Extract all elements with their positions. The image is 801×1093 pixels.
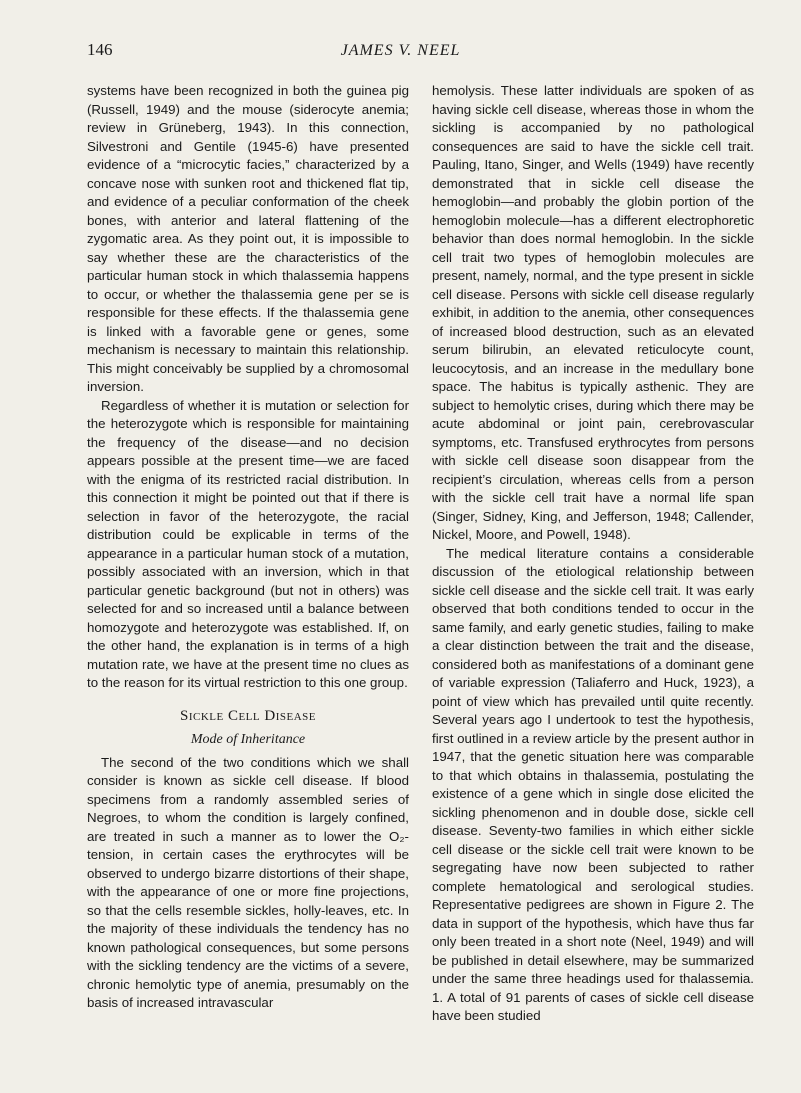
running-head: JAMES V. NEEL bbox=[340, 42, 461, 59]
left-column bbox=[87, 82, 409, 1013]
right-column bbox=[432, 82, 754, 1026]
subsection-title: Mode of Inheritance bbox=[190, 732, 306, 747]
left-paragraph-2: Regardless of whether it is mutation or selection for the heterozygote which is responsible for maintaining the frequency of the disease—and no decision appears possible at the present time—we are faced with the enigma of its restricted racial distribution. In this connection it might be pointed out that if there is selection in favor of the heterozygote, the racial distribution could be explicable in terms of the appearance in a particular human stock of a mutation, possibly associated with an inversion, which in that particular genetic background (but not in others) was selected for and so increased until a balance between homozygote and heterozygote was established. If, on the other hand, the explanation is in terms of a high mutation rate, we have at the present time no clues as to the reason for its virtual restriction to this one group. bbox=[87, 397, 409, 690]
right-paragraph-2: The medical literature contains a considerable discussion of the etiological relationship between sickle cell disease and the sickle cell trait. It was early observed that both conditions tended to occur in the same family, and early genetic studies, failing to make a clear distinction between the trait and the disease, considered both as manifestations of a dominant gene of variable expression (Taliaferro and Huck, 1923), a point of view which has prevailed until quite recently. Several years ago I undertook to test the hypothesis, first outlined in a review article by the present author in 1947, that the genetic situation here was comparable to that which obtains in thalassemia, postulating the existence of a gene which in single dose elicited the sickling phenomenon and in double dose, sickle cell disease. Seventy-two families in which either sickle cell disease or the sickle cell trait were known to be segregating have now been subjected to rather complete hematological and serological studies. Representative pedigrees are shown in Figure 2. The data in support of the hypothesis, which have thus far only been treated in a short note (Neel, 1949) and will be published in detail elsewhere, may be summarized under the same three headings used for thalassemia. 1. A total of 91 parents of cases of sickle cell disease have been studied bbox=[432, 545, 754, 1023]
section-title: Sickle Cell Disease bbox=[179, 707, 316, 724]
page-number: 146 bbox=[87, 40, 113, 59]
right-paragraph-1: hemolysis. These latter individuals are spoken of as having sickle cell disease, whereas those in whom the sickling is accompanied by no pathological consequences are said to have the sickle cell trait. Pauling, Itano, Singer, and Wells (1949) have recently demonstrated that in sickle cell disease the hemoglobin—and probably the globin portion of the hemoglobin molecule—has a different electrophoretic behavior than does normal hemoglobin. In the sickle cell trait two types of hemoglobin molecules are present, namely, normal, and the type present in sickle cell disease. Persons with sickle cell disease regularly exhibit, in addition to the anemia, other consequences of increased blood destruction, such as an elevated serum bilirubin, an elevated reticulocyte count, leucocytosis, and an increase in the medullary bone space. The habitus is typically asthenic. They are subject to hemolytic crises, during which there may be acute abdominal or joint pain, cerebrovascular symptoms, etc. Transfused erythrocytes from persons with sickle cell disease soon disappear from the recipient’s circulation, whereas cells from a person with the sickle cell trait have a normal life span (Singer, Sidney, King, and Jefferson, 1948; Callender, Nickel, Moore, and Powell, 1948). bbox=[432, 83, 754, 542]
left-paragraph-3: The second of the two conditions which we shall consider is known as sickle cell disease. If blood specimens from a randomly assembled series of Negroes, to whom the condition is largely confined, are treated in such a manner as to lower the O₂-tension, in certain cases the erythrocytes will be observed to undergo bizarre distortions of their shape, with the appearance of one or more fine projections, so that the cells resemble sickles, holly-leaves, etc. In the majority of these individuals the tendency has no known pathological consequences, but some persons with the sickling tendency are the victims of a severe, chronic hemolytic type of anemia, presumably on the basis of increased intravascular bbox=[87, 754, 409, 1010]
left-paragraph-1: systems have been recognized in both the guinea pig (Russell, 1949) and the mouse (siderocyte anemia; review in Grüneberg, 1943). In this connection, Silvestroni and Gentile (1945-6) have presented evidence of a “microcytic facies,” characterized by a concave nose with sunken root and thickened flat tip, and evidence of a peculiar conformation of the cheek bones, with anterior and lateral flattening of the zygomatic area. As they point out, it is impossible to say whether these are the characteristics of the particular human stock in which thalassemia happens to occur, or whether the thalassemia gene per se is responsible for these effects. If the thalassemia gene is linked with a favorable gene or genes, some mechanism is necessary to maintain this relationship. This might conceivably be supplied by a chromosomal inversion. bbox=[87, 83, 409, 394]
